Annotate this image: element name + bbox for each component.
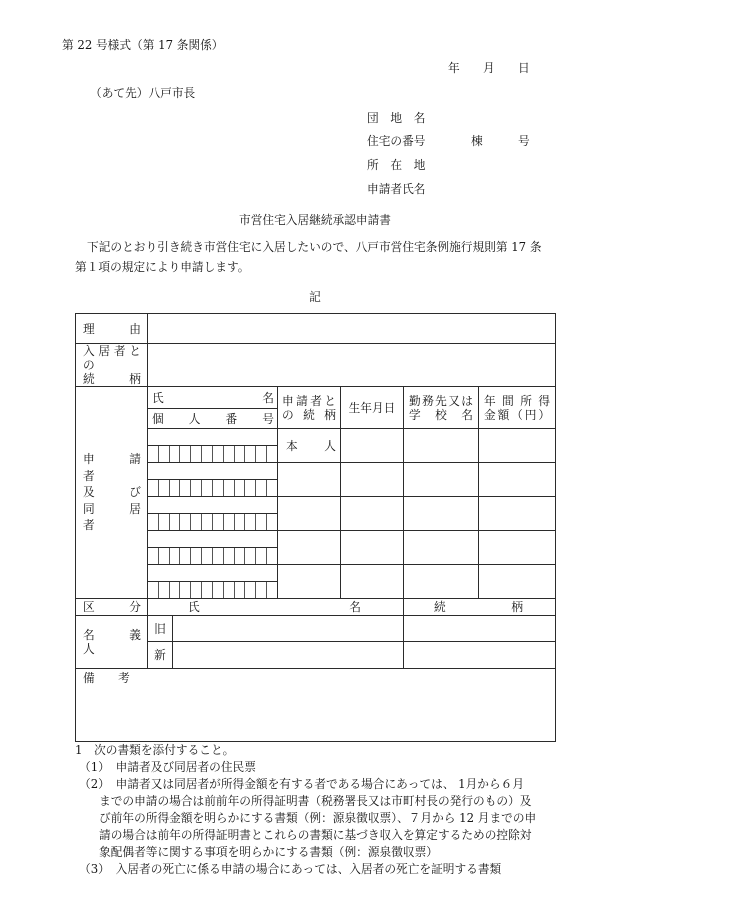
individual-number-digit-box: [256, 582, 267, 598]
member-name-cell: [148, 531, 278, 548]
workplace-header-line: 勤務先又は: [409, 393, 473, 408]
relationship-header-line: の 続 柄: [282, 407, 336, 422]
member-workplace-cell: [404, 463, 479, 497]
building-suffix: 棟: [471, 134, 483, 148]
individual-number-digit-box: [180, 514, 191, 530]
applicant-name-label: 申請者氏名: [367, 182, 426, 196]
body-line-2: 第１項の規定により申請します。: [75, 260, 250, 274]
individual-number-digit-box: [148, 446, 159, 462]
individual-number-boxes: [148, 548, 277, 564]
individual-number-digit-box: [170, 446, 181, 462]
individual-number-digit-box: [202, 548, 213, 564]
individual-number-digit-box: [170, 548, 181, 564]
reason-label: 理 由: [83, 321, 141, 336]
note-item-2-line: び前年の所得金額を明らかにする書類（例：源泉徴収票）、７月から 12 月までの申: [99, 811, 537, 825]
date-month-label: 月: [483, 61, 495, 75]
individual-number-digit-box: [159, 582, 170, 598]
birth-date-header: 生年月日: [341, 387, 404, 429]
member-relationship-cell: [278, 497, 341, 531]
resident-relationship-label-line: 入居者との: [83, 344, 141, 372]
member-workplace-cell: [404, 429, 479, 463]
remarks-cell: [76, 669, 556, 742]
member-income-cell: [479, 429, 556, 463]
member-workplace-cell: [404, 497, 479, 531]
individual-number-digit-box: [202, 514, 213, 530]
note-item-2-line: までの申請の場合は前前年の所得証明書（税務署長又は市町村長の発行のもの）及: [99, 794, 532, 808]
holder-new-row: [76, 642, 556, 669]
individual-number-digit-box: [191, 480, 202, 496]
individual-number-digit-box: [180, 480, 191, 496]
individual-number-header-cell: [148, 409, 278, 429]
individual-number-digit-box: [170, 582, 181, 598]
housing-complex-label: 団 地 名: [367, 111, 426, 125]
individual-number-digit-box: [267, 514, 277, 530]
reason-label-cell: [76, 314, 148, 344]
household-label-line: 同 居 者: [83, 501, 153, 533]
individual-number-digit-box: [202, 582, 213, 598]
holder-new-relationship-cell: [404, 642, 556, 669]
household-label-line: 申 請 者: [83, 452, 153, 483]
individual-number-digit-box: [256, 514, 267, 530]
member-birth-date-cell: [341, 429, 404, 463]
member-name-cell: [148, 565, 278, 582]
individual-number-digit-box: [256, 446, 267, 462]
individual-number-digit-box: [235, 514, 246, 530]
document-title: 市営住宅入居継続承認申請書: [239, 213, 391, 227]
individual-number-digit-box: [148, 548, 159, 564]
addressee: （あて先）八戸市長: [90, 86, 196, 100]
individual-number-digit-box: [245, 582, 256, 598]
individual-number-boxes: [148, 582, 277, 598]
individual-number-digit-box: [245, 480, 256, 496]
relationship-header-cell: [278, 387, 341, 429]
member-number-cell: [148, 446, 278, 463]
individual-number-digit-box: [245, 514, 256, 530]
name-header-cell: [148, 387, 278, 409]
resident-relationship-value-cell: [148, 344, 556, 387]
individual-number-digit-box: [213, 514, 224, 530]
housing-number-label: 住宅の番号: [367, 134, 426, 148]
reason-row: [76, 314, 556, 344]
holder-new-name-cell: [173, 642, 404, 669]
application-table: [75, 313, 556, 742]
relationship-header-line: 申請者と: [282, 393, 336, 408]
member-relationship-cell: [278, 463, 341, 497]
body-line-1: 下記のとおり引き続き市営住宅に入居したいので、八戸市営住宅条例施行規則第 17 条: [87, 240, 542, 254]
note-item-2-line: 請の場合は前年の所得証明書とこれらの書類に基づき収入を算定するための控除対: [99, 828, 532, 842]
note-item-2-line: （2） 申請者又は同居者が所得金額を有する者である場合にあっては、 1月から６月: [79, 777, 525, 791]
individual-number-digit-box: [256, 548, 267, 564]
category-row: [76, 599, 556, 616]
member-relationship-cell: [278, 429, 341, 463]
household-label-line: 及 び: [83, 485, 141, 500]
resident-relationship-row: [76, 344, 556, 387]
workplace-header-line: 学 校 名: [409, 407, 473, 422]
individual-number-digit-box: [224, 514, 235, 530]
notes-heading: 1 次の書類を添付すること。: [75, 743, 235, 757]
member-workplace-cell: [404, 531, 479, 565]
holder-old-relationship-cell: [404, 616, 556, 642]
individual-number-digit-box: [224, 548, 235, 564]
member-income-cell: [479, 497, 556, 531]
individual-number-digit-box: [159, 446, 170, 462]
resident-relationship-label-cell: [76, 344, 148, 387]
individual-number-digit-box: [170, 514, 181, 530]
member-name-row: [76, 565, 556, 582]
household-header-row: [76, 387, 556, 409]
individual-number-digit-box: [224, 480, 235, 496]
remarks-row: [76, 669, 556, 742]
remarks-label: 備 考: [83, 671, 130, 685]
individual-number-digit-box: [148, 582, 159, 598]
holder-label: 名 義 人: [83, 628, 153, 656]
individual-number-digit-box: [191, 514, 202, 530]
individual-number-digit-box: [213, 446, 224, 462]
individual-number-digit-box: [245, 548, 256, 564]
member-income-cell: [479, 463, 556, 497]
individual-number-digit-box: [159, 514, 170, 530]
name-header: 氏 名: [152, 390, 274, 405]
individual-number-digit-box: [180, 446, 191, 462]
reason-value-cell: [148, 314, 556, 344]
member-name-row: [76, 531, 556, 548]
individual-number-digit-box: [180, 548, 191, 564]
member-birth-date-cell: [341, 497, 404, 531]
member-name-row: [76, 429, 556, 446]
individual-number-boxes: [148, 446, 277, 462]
category-relationship-header: 続 柄: [434, 600, 524, 614]
holder-new-label: 新: [148, 642, 173, 669]
individual-number-digit-box: [202, 446, 213, 462]
workplace-header-cell: [404, 387, 479, 429]
income-header-line: 金額（円）: [484, 407, 551, 422]
holder-old-row: [76, 616, 556, 642]
member-number-cell: [148, 480, 278, 497]
self-relationship-text: 本 人: [286, 438, 336, 453]
individual-number-digit-box: [267, 548, 277, 564]
member-name-cell: [148, 463, 278, 480]
member-income-cell: [479, 565, 556, 599]
category-label: 区 分: [83, 600, 141, 614]
note-item-2-line: 象配偶者等に関する事項を明らかにする書類（例：源泉徴収票）: [99, 845, 438, 859]
member-name-cell: [148, 497, 278, 514]
note-item-3-line: （3） 入居者の死亡に係る申請の場合にあっては、入居者の死亡を証明する書類: [79, 862, 502, 876]
member-birth-date-cell: [341, 531, 404, 565]
individual-number-digit-box: [213, 548, 224, 564]
individual-number-digit-box: [267, 480, 277, 496]
individual-number-digit-box: [235, 548, 246, 564]
member-number-cell: [148, 514, 278, 531]
member-relationship-cell: [278, 531, 341, 565]
individual-number-digit-box: [191, 446, 202, 462]
household-label-cell: [76, 387, 153, 599]
individual-number-digit-box: [213, 582, 224, 598]
individual-number-digit-box: [213, 480, 224, 496]
individual-number-digit-box: [159, 548, 170, 564]
member-workplace-cell: [404, 565, 479, 599]
holder-old-name-cell: [173, 616, 404, 642]
date-day-label: 日: [518, 61, 530, 75]
individual-number-digit-box: [267, 446, 277, 462]
individual-number-digit-box: [235, 582, 246, 598]
individual-number-digit-box: [224, 446, 235, 462]
category-relationship-header-cell: [404, 599, 556, 616]
resident-relationship-label-line: 続 柄: [83, 372, 141, 386]
member-income-cell: [479, 531, 556, 565]
note-item-1-line: （1） 申請者及び同居者の住民票: [79, 760, 256, 774]
member-birth-date-cell: [341, 565, 404, 599]
individual-number-digit-box: [148, 480, 159, 496]
individual-number-digit-box: [191, 548, 202, 564]
individual-number-digit-box: [235, 446, 246, 462]
individual-number-digit-box: [159, 480, 170, 496]
member-relationship-cell: [278, 565, 341, 599]
member-name-cell: [148, 429, 278, 446]
holder-label-cell: [76, 616, 153, 669]
individual-number-digit-box: [245, 446, 256, 462]
individual-number-header: 個 人 番 号: [152, 411, 274, 426]
date-year-label: 年: [448, 61, 460, 75]
individual-number-boxes: [148, 480, 277, 496]
address-label: 所 在 地: [367, 158, 426, 172]
category-name-header-cell: [148, 599, 404, 616]
member-birth-date-cell: [341, 463, 404, 497]
individual-number-digit-box: [256, 480, 267, 496]
income-header-cell: [479, 387, 556, 429]
ki-marker: 記: [309, 290, 321, 304]
category-label-cell: [76, 599, 148, 616]
individual-number-digit-box: [235, 480, 246, 496]
individual-number-digit-box: [224, 582, 235, 598]
individual-number-digit-box: [180, 582, 191, 598]
holder-old-label: 旧: [148, 616, 173, 642]
individual-number-digit-box: [148, 514, 159, 530]
individual-number-boxes: [148, 514, 277, 530]
notes-section: [0, 742, 630, 878]
individual-number-digit-box: [170, 480, 181, 496]
income-header-line: 年 間 所 得: [484, 393, 551, 408]
member-number-cell: [148, 548, 278, 565]
member-number-cell: [148, 582, 278, 599]
individual-number-digit-box: [267, 582, 277, 598]
form-number: 第 22 号様式（第 17 条関係）: [62, 38, 224, 52]
category-name-header: 氏 名: [188, 600, 361, 614]
individual-number-digit-box: [202, 480, 213, 496]
individual-number-digit-box: [191, 582, 202, 598]
unit-suffix: 号: [518, 134, 530, 148]
